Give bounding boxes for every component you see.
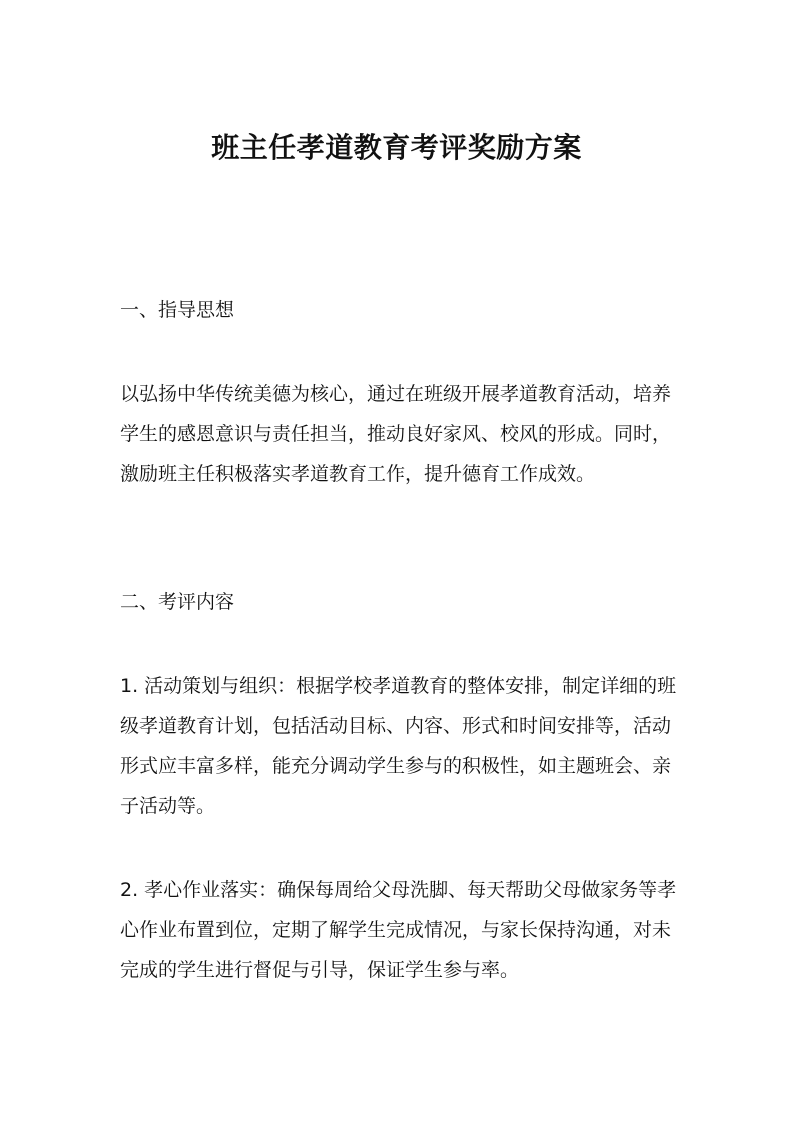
- paragraph-filial-homework: 2. 孝心作业落实：确保每周给父母洗脚、每天帮助父母做家务等孝心作业布置到位，定期了解学生完成情况，与家长保持沟通，对未完成的学生进行督促与引导，保证学生参与率。: [120, 879, 677, 981]
- paragraph-activity-planning: 1. 活动策划与组织：根据学校孝道教育的整体安排，制定详细的班级孝道教育计划，包括活动目标、内容、形式和时间安排等，活动形式应丰富多样，能充分调动学生参与的积极性，如主题班会、亲子活动等。: [120, 675, 677, 817]
- document-title: 班主任孝道教育考评奖励方案: [211, 131, 582, 164]
- section-heading-evaluation-content: 二、考评内容: [120, 591, 235, 613]
- section-heading-guiding-ideology: 一、指导思想: [120, 299, 235, 321]
- paragraph-guiding-ideology: 以弘扬中华传统美德为核心，通过在班级开展孝道教育活动，培养学生的感恩意识与责任担当，推动良好家风、校风的形成。同时，激励班主任积极落实孝道教育工作，提升德育工作成效。: [120, 383, 672, 485]
